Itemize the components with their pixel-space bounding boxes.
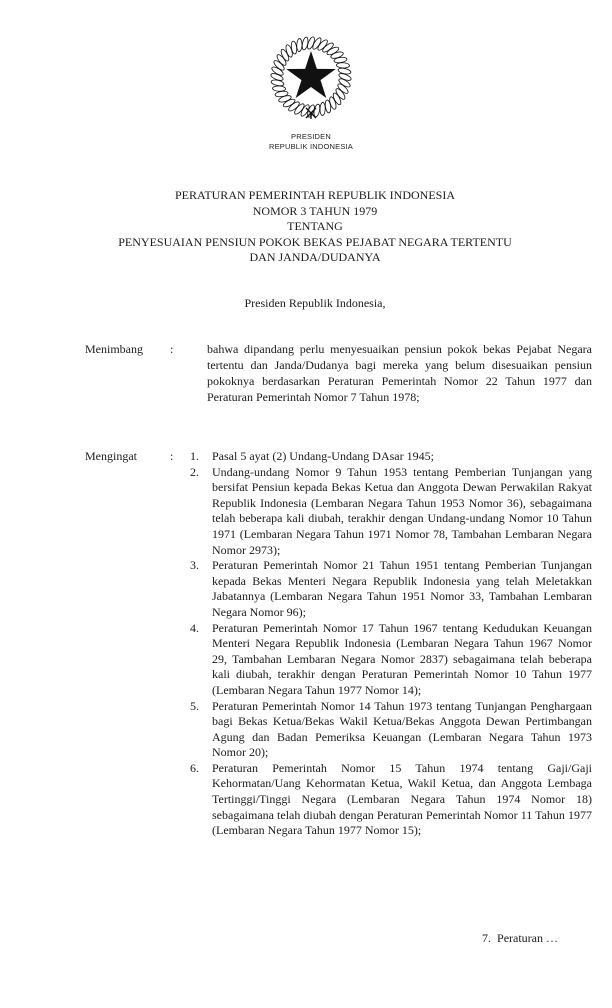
letterhead-line-republik-indonesia: REPUBLIK INDONESIA — [268, 142, 354, 151]
recalling-separator: : — [170, 449, 174, 463]
list-item — [190, 558, 592, 620]
title-line-1: PERATURAN PEMERINTAH REPUBLIK INDONESIA — [174, 188, 456, 202]
list-item — [190, 465, 592, 559]
presidential-emblem — [261, 27, 361, 127]
considering-text: bahwa dipandang perlu menyesuaikan pensiun pokok bekas Pejabat Negara tertentu dan Janda/Dudanya bagi mereka yang belum disesuaikan pensiun pokoknya berdasarkan Peraturan Pemerintah Nomor 22 Tahun 1977 dan Peraturan Pemerintah Nomor 7 Tahun 1978; — [207, 342, 592, 404]
letterhead — [161, 132, 461, 152]
list-item-number: 4. — [190, 620, 199, 635]
list-item-number: 6. — [190, 760, 199, 775]
list-item-text: Peraturan Pemerintah Nomor 17 Tahun 1967 tentang Kedudukan Keuangan Menteri Negara Republik Indonesia (Lembaran Negara Tahun 1967 Nomor 29, Tambahan Lembaran Negara Nomor 2837) sebagaimana telah beberapa kali diubah, terakhir dengan Peraturan Pemerintah Nomor 10 Tahun 1977 (Lembaran Negara Tahun 1977 Nomor 14); — [212, 620, 592, 697]
recalling-clause — [85, 449, 592, 839]
considering-label: Menimbang — [85, 342, 143, 356]
list-item-number: 5. — [190, 698, 199, 713]
list-item-number: 1. — [190, 449, 199, 463]
title-line-2: NOMOR 3 TAHUN 1979 — [252, 203, 378, 218]
list-item-text: Undang-undang Nomor 9 Tahun 1953 tentang Pemberian Tunjangan yang bersifat Pensiun kepada Bekas Ketua dan Anggota Dewan Perwakilan Rakyat Republik Indonesia (Lembaran Negara Tahun 1953 Nomor 36), sebagaimana telah beberapa kali diubah, terakhir dengan Undang-undang Nomor 10 Tahun 1971 (Lembaran Negara Tahun 1971 Nomor 78, Tambahan Lembaran Negara Nomor 2973); — [212, 464, 592, 557]
list-item-text: Peraturan Pemerintah Nomor 21 Tahun 1951 tentang Pemberian Tunjangan kepada Bekas Menteri Negara Republik Indonesia yang telah Meletakkan Jabatannya (Lembaran Negara Tahun 1951 Nomor 33, Tambahan Lembaran Negara Nomor 96); — [212, 558, 592, 619]
list-item — [190, 761, 592, 839]
letterhead-line-presiden: PRESIDEN — [291, 132, 331, 141]
page-catchword: 7. Peraturan … — [482, 931, 558, 945]
title-line-5: DAN JANDA/DUDANYA — [249, 250, 381, 264]
considering-separator: : — [170, 342, 174, 356]
list-item-number: 2. — [190, 464, 199, 479]
title-line-4: PENYESUAIAN PENSIUN POKOK BEKAS PEJABAT NEGARA TERTENTU — [118, 234, 512, 249]
list-item-number: 3. — [190, 558, 199, 573]
list-item — [190, 699, 592, 761]
list-item-text: Peraturan Pemerintah Nomor 14 Tahun 1973 tentang Tunjangan Penghargaan bagi Bekas Ketua/Bekas Wakil Ketua/Bekas Anggota Dewan Pertimbangan Agung dan Badan Pemeriksa Keuangan (Lembaran Negara Tahun 1973 Nomor 20); — [212, 698, 592, 760]
recalling-label: Mengingat — [85, 449, 137, 463]
recalling-list — [190, 449, 592, 839]
title-line-3: TENTANG — [287, 219, 343, 233]
list-item-text: Peraturan Pemerintah Nomor 15 Tahun 1974 tentang Gaji/Gaji Kehormatan/Uang Kehormatan Ketua, Wakil Ketua, dan Anggota Lembaga Tertinggi/Tinggi Negara (Lembaran Negara Tahun 1974 Nomor 18) sebagaimana telah diubah dengan Peraturan Pemerintah Nomor 11 Tahun 1977 (Lembaran Negara Tahun 1977 Nomor 15); — [212, 760, 592, 838]
regulation-title — [85, 188, 545, 266]
salutation: Presiden Republik Indonesia, — [244, 296, 386, 310]
considering-clause — [85, 341, 592, 405]
list-item — [190, 449, 592, 465]
list-item — [190, 621, 592, 699]
list-item-text: Pasal 5 ayat (2) Undang-Undang DAsar 1945; — [212, 449, 434, 463]
star-icon — [286, 51, 335, 98]
